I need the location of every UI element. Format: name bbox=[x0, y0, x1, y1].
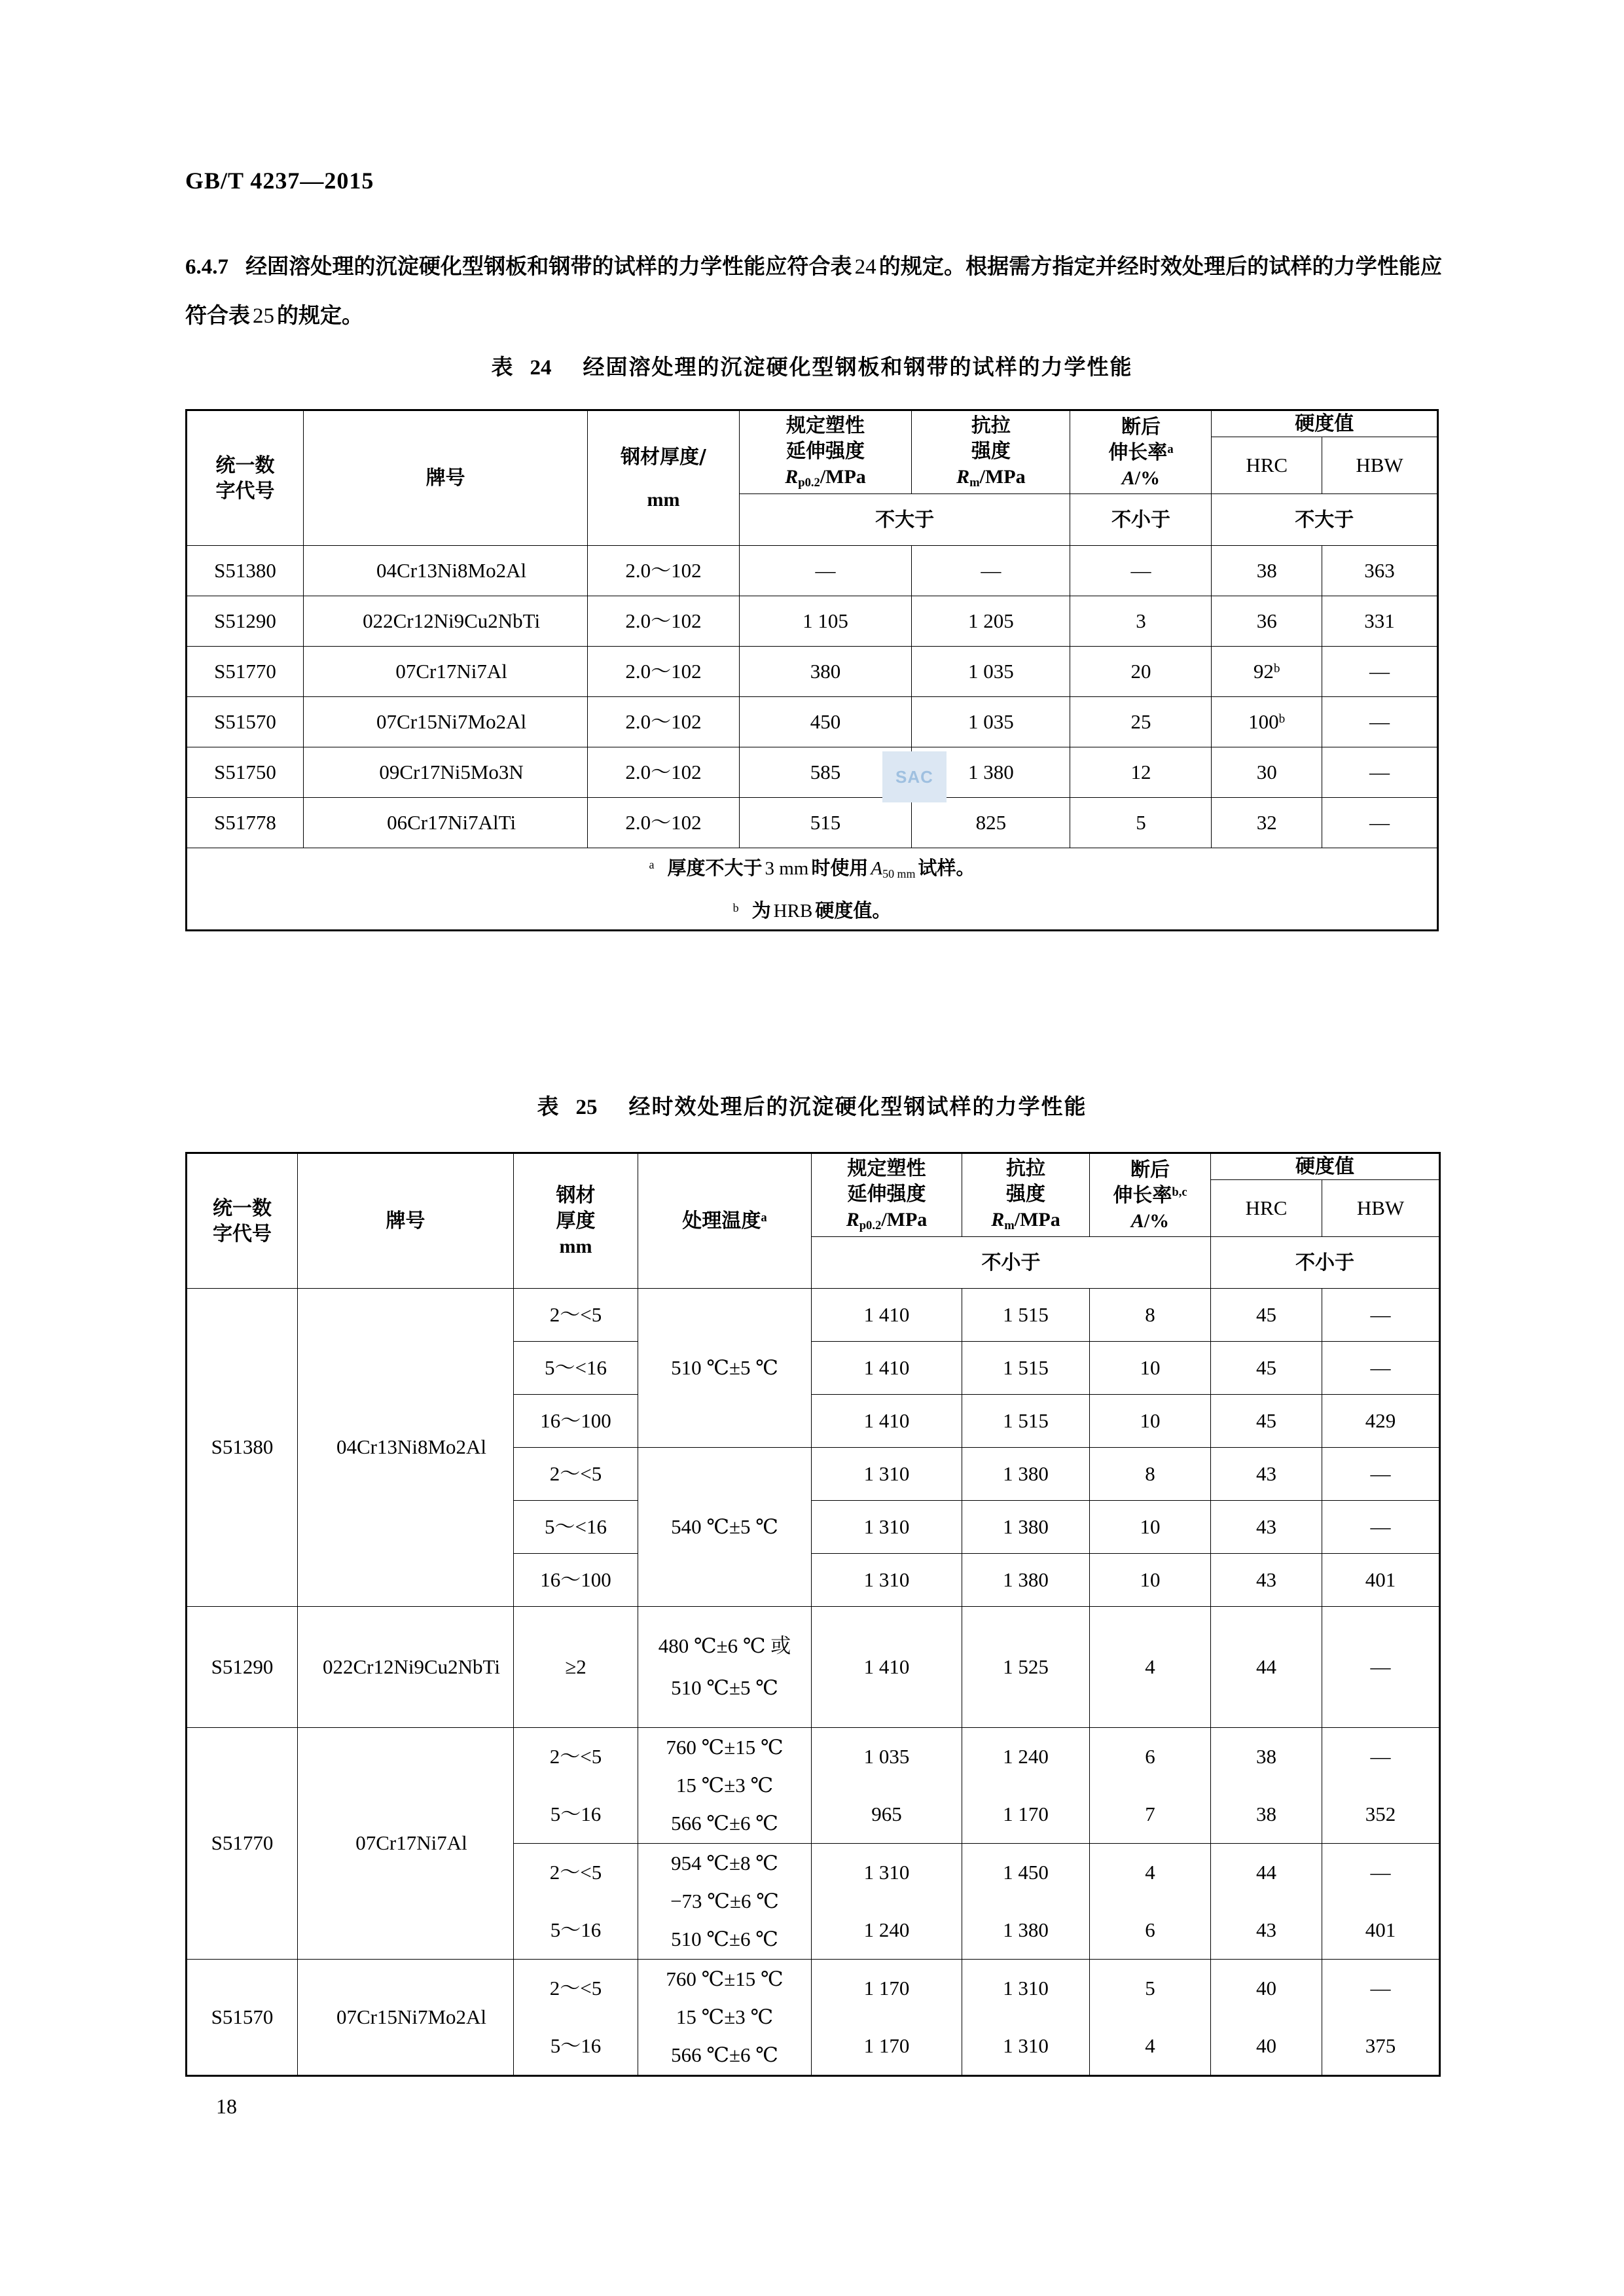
table25-cell-elongation: 8 bbox=[1090, 1289, 1211, 1342]
table24-cell-rp02: 1 105 bbox=[739, 596, 911, 647]
table25-cell-hbw: 401 bbox=[1322, 1901, 1440, 1960]
table24-cell-hrc: 38 bbox=[1212, 546, 1322, 596]
table25-th-temperature: 处理温度$^a$ bbox=[638, 1153, 812, 1289]
table25-th-hrc: HRC bbox=[1211, 1180, 1322, 1237]
table24-cell-thickness: 2.0～102 bbox=[588, 798, 740, 848]
sac-watermark: SAC bbox=[882, 751, 947, 802]
table25-cell-rm: 1 380 bbox=[962, 1901, 1090, 1960]
table25-cell-elongation: 10 bbox=[1090, 1342, 1211, 1395]
table24-th-code: 统一数 字代号 bbox=[187, 410, 304, 546]
table25-cell-rm: 1 310 bbox=[962, 2017, 1090, 2076]
table25-cell-temperature: 510 ℃±5 ℃ bbox=[638, 1289, 812, 1448]
clause-number: 6.4.7 bbox=[185, 255, 228, 279]
clause-line1-ref: 24 bbox=[854, 255, 876, 279]
table25-caption-number: 25 bbox=[575, 1096, 598, 1119]
clause-paragraph bbox=[185, 242, 1442, 340]
table24-cell-rp02: 380 bbox=[739, 647, 911, 697]
table25-cell-rm: 1 380 bbox=[962, 1554, 1090, 1607]
table25-cell-thickness: 5～<16 bbox=[514, 1342, 638, 1395]
table25-cell-rm: 1 310 bbox=[962, 1960, 1090, 2018]
table25-cell-elongation: 10 bbox=[1090, 1395, 1211, 1448]
table25-cell-hrc: 43 bbox=[1211, 1901, 1322, 1960]
table25-cell-grade: 022Cr12Ni9Cu2NbTi bbox=[298, 1607, 514, 1728]
clause-line2-ref: 25 bbox=[253, 304, 274, 328]
table25-cell-hrc: 38 bbox=[1211, 1785, 1322, 1844]
table25-cell-rp02: 1 170 bbox=[812, 1960, 962, 2018]
table25-caption-title: 经时效处理后的沉淀硬化型钢试样的力学性能 bbox=[628, 1094, 1087, 1119]
table25-cell-hrc: 40 bbox=[1211, 1960, 1322, 2018]
table25-cell-rp02: 1 410 bbox=[812, 1607, 962, 1728]
table25-cell-grade: 07Cr17Ni7Al bbox=[298, 1728, 514, 1960]
table25-cell-hbw: — bbox=[1322, 1289, 1440, 1342]
table24-footnotes-row bbox=[187, 848, 1438, 931]
table24-cell-code: S51380 bbox=[187, 546, 304, 596]
table-row bbox=[187, 1607, 1440, 1728]
table24-cell-code: S51778 bbox=[187, 798, 304, 848]
table25-cell-temperature: 540 ℃±5 ℃ bbox=[638, 1448, 812, 1607]
clause-line2-a: 经时效处理后的试样的力学性能应符合表 bbox=[185, 253, 1443, 328]
table25-cell-hrc: 45 bbox=[1211, 1342, 1322, 1395]
clause-line1-a: 经固溶处理的沉淀硬化型钢板和钢带的试样的力学性能应符合表 bbox=[245, 253, 852, 279]
table25-cell-hbw: — bbox=[1322, 1728, 1440, 1786]
table25-cell-rm: 1 525 bbox=[962, 1607, 1090, 1728]
table24-caption bbox=[185, 350, 1439, 381]
table25-cell-code: S51770 bbox=[187, 1728, 298, 1960]
table-row bbox=[187, 798, 1438, 848]
table24-th-hbw: HBW bbox=[1322, 437, 1437, 494]
table25-cell-elongation: 5 bbox=[1090, 1960, 1211, 2018]
table24-cell-hbw: 331 bbox=[1322, 596, 1437, 647]
table-row bbox=[187, 1960, 1440, 2018]
table25-cell-elongation: 8 bbox=[1090, 1448, 1211, 1501]
table24-th-grade: 牌号 bbox=[304, 410, 588, 546]
table24-cell-hrc: 100$^b$ bbox=[1212, 697, 1322, 747]
table25-cell-rp02: 1 410 bbox=[812, 1395, 962, 1448]
table25-cell-thickness: 2～<5 bbox=[514, 1289, 638, 1342]
table24-cell-code: S51570 bbox=[187, 697, 304, 747]
table24-header-row-1 bbox=[187, 410, 1438, 437]
table25-header-row-1 bbox=[187, 1153, 1440, 1180]
table25-cell-hbw: — bbox=[1322, 1607, 1440, 1728]
table24-cell-rm: 1 380 bbox=[912, 747, 1070, 798]
table-row bbox=[187, 1289, 1440, 1342]
table25-cell-temperature: 760 ℃±15 ℃ 15 ℃±3 ℃ 566 ℃±6 ℃ bbox=[638, 1960, 812, 2076]
table25-cell-rm: 1 515 bbox=[962, 1395, 1090, 1448]
table25-cell-hrc: 43 bbox=[1211, 1501, 1322, 1554]
table24-cell-elongation: — bbox=[1070, 546, 1212, 596]
table25-cell-rp02: 1 240 bbox=[812, 1901, 962, 1960]
table24-cell-hbw: — bbox=[1322, 798, 1437, 848]
table24-th-limit-strength: 不大于 bbox=[739, 494, 1070, 546]
table25-cell-hbw: — bbox=[1322, 1342, 1440, 1395]
table25-cell-thickness: 2～<5 bbox=[514, 1448, 638, 1501]
table25-cell-rm: 1 380 bbox=[962, 1448, 1090, 1501]
table25-th-hardness: 硬度值 bbox=[1211, 1153, 1440, 1180]
table25-cell-rp02: 1 035 bbox=[812, 1728, 962, 1786]
table25-cell-rm: 1 450 bbox=[962, 1844, 1090, 1902]
table-row bbox=[187, 546, 1438, 596]
table25-cell-thickness: 5～<16 bbox=[514, 1501, 638, 1554]
table25-cell-elongation: 10 bbox=[1090, 1554, 1211, 1607]
table24-cell-grade: 07Cr17Ni7Al bbox=[304, 647, 588, 697]
table-row bbox=[187, 596, 1438, 647]
table25-cell-hbw: 401 bbox=[1322, 1554, 1440, 1607]
table25-th-grade: 牌号 bbox=[298, 1153, 514, 1289]
table24-cell-grade: 07Cr15Ni7Mo2Al bbox=[304, 697, 588, 747]
table24-cell-rm: 1 035 bbox=[912, 647, 1070, 697]
table25-cell-hbw: 429 bbox=[1322, 1395, 1440, 1448]
table25-cell-hbw: — bbox=[1322, 1501, 1440, 1554]
table25-cell-elongation: 10 bbox=[1090, 1501, 1211, 1554]
table24-caption-number: 24 bbox=[530, 356, 552, 380]
table25-cell-temperature: 954 ℃±8 ℃ −73 ℃±6 ℃ 510 ℃±6 ℃ bbox=[638, 1844, 812, 1960]
table25-cell-thickness: 5～16 bbox=[514, 1901, 638, 1960]
table25-cell-thickness: 16～100 bbox=[514, 1554, 638, 1607]
table24-cell-hrc: 92$^b$ bbox=[1212, 647, 1322, 697]
table25-cell-hrc: 40 bbox=[1211, 2017, 1322, 2076]
table25-cell-rm: 1 515 bbox=[962, 1289, 1090, 1342]
table24-cell-hbw: — bbox=[1322, 697, 1437, 747]
table25-cell-rp02: 1 410 bbox=[812, 1342, 962, 1395]
table25-cell-code: S51380 bbox=[187, 1289, 298, 1607]
table25-cell-grade: 07Cr15Ni7Mo2Al bbox=[298, 1960, 514, 2076]
table24-cell-code: S51750 bbox=[187, 747, 304, 798]
table25-cell-rp02: 1 310 bbox=[812, 1844, 962, 1902]
table25-cell-rp02: 1 170 bbox=[812, 2017, 962, 2076]
table25-cell-code: S51570 bbox=[187, 1960, 298, 2076]
table24-cell-rp02: 515 bbox=[739, 798, 911, 848]
table25-cell-hrc: 44 bbox=[1211, 1844, 1322, 1902]
table25-cell-rp02: 965 bbox=[812, 1785, 962, 1844]
table24-cell-rm: 1 035 bbox=[912, 697, 1070, 747]
table25-cell-hrc: 45 bbox=[1211, 1289, 1322, 1342]
table24-cell-elongation: 25 bbox=[1070, 697, 1212, 747]
table24-cell-thickness: 2.0～102 bbox=[588, 647, 740, 697]
table25-cell-hbw: — bbox=[1322, 1448, 1440, 1501]
table25-caption bbox=[185, 1090, 1439, 1121]
footnote-b: $^b$ 为 HRB 硬度值。 bbox=[732, 899, 892, 922]
table25-cell-rp02: 1 310 bbox=[812, 1501, 962, 1554]
table25 bbox=[185, 1152, 1441, 2077]
table25-cell-hrc: 43 bbox=[1211, 1554, 1322, 1607]
table25-cell-hbw: 375 bbox=[1322, 2017, 1440, 2076]
table24-th-elongation: 断后 伸长率$^a$ A/% bbox=[1070, 410, 1212, 494]
table24-th-hrc: HRC bbox=[1212, 437, 1322, 494]
table24-cell-elongation: 5 bbox=[1070, 798, 1212, 848]
table24-cell-rp02: — bbox=[739, 546, 911, 596]
table24-cell-rp02: 450 bbox=[739, 697, 911, 747]
table-row bbox=[187, 747, 1438, 798]
table25-cell-elongation: 6 bbox=[1090, 1901, 1211, 1960]
footnote-a: $^a$ 厚度不大于 3 mm 时使用 $A_{50 mm}$ 试样。 bbox=[649, 857, 975, 881]
table25-cell-temperature: 760 ℃±15 ℃ 15 ℃±3 ℃ 566 ℃±6 ℃ bbox=[638, 1728, 812, 1844]
table24-cell-rm: — bbox=[912, 546, 1070, 596]
table24-cell-thickness: 2.0～102 bbox=[588, 546, 740, 596]
table25-cell-thickness: 16～100 bbox=[514, 1395, 638, 1448]
table24-cell-elongation: 12 bbox=[1070, 747, 1212, 798]
table25-cell-rm: 1 380 bbox=[962, 1501, 1090, 1554]
table25-cell-thickness: 2～<5 bbox=[514, 1844, 638, 1902]
table24-cell-hbw: — bbox=[1322, 747, 1437, 798]
table24-th-limit-elongation: 不小于 bbox=[1070, 494, 1212, 546]
table24-cell-hrc: 32 bbox=[1212, 798, 1322, 848]
table24-cell-hbw: — bbox=[1322, 647, 1437, 697]
table25-cell-hrc: 45 bbox=[1211, 1395, 1322, 1448]
table24-cell-elongation: 3 bbox=[1070, 596, 1212, 647]
table24-cell-grade: 022Cr12Ni9Cu2NbTi bbox=[304, 596, 588, 647]
table25-th-limit-strength: 不小于 bbox=[812, 1237, 1211, 1289]
table24-cell-thickness: 2.0～102 bbox=[588, 697, 740, 747]
table25-cell-temperature: 480 ℃±6 ℃ 或 510 ℃±5 ℃ bbox=[638, 1607, 812, 1728]
table25-cell-rm: 1 515 bbox=[962, 1342, 1090, 1395]
table24-cell-rp02: 585 bbox=[739, 747, 911, 798]
table25-cell-thickness: 2～<5 bbox=[514, 1728, 638, 1786]
table25-cell-thickness: 5～16 bbox=[514, 2017, 638, 2076]
table25-cell-hrc: 43 bbox=[1211, 1448, 1322, 1501]
table24-th-rm: 抗拉 强度 $R_m$/MPa bbox=[912, 410, 1070, 494]
table25-th-hbw: HBW bbox=[1322, 1180, 1440, 1237]
table24-th-hardness: 硬度值 bbox=[1212, 410, 1438, 437]
table25-cell-hrc: 44 bbox=[1211, 1607, 1322, 1728]
clause-line2-b: 的规定。 bbox=[277, 302, 363, 328]
table-row bbox=[187, 697, 1438, 747]
table25-cell-hbw: 352 bbox=[1322, 1785, 1440, 1844]
table25-cell-rm: 1 170 bbox=[962, 1785, 1090, 1844]
table24-cell-thickness: 2.0～102 bbox=[588, 747, 740, 798]
table25-cell-grade: 04Cr13Ni8Mo2Al bbox=[298, 1289, 514, 1607]
table25-cell-rp02: 1 310 bbox=[812, 1448, 962, 1501]
table25-th-rm: 抗拉 强度 $R_m$/MPa bbox=[962, 1153, 1090, 1237]
table25-cell-elongation: 4 bbox=[1090, 1844, 1211, 1902]
table25-cell-hbw: — bbox=[1322, 1844, 1440, 1902]
standard-header: GB/T 4237—2015 bbox=[185, 168, 374, 194]
table25-cell-rm: 1 240 bbox=[962, 1728, 1090, 1786]
table24-cell-rm: 825 bbox=[912, 798, 1070, 848]
table25-cell-code: S51290 bbox=[187, 1607, 298, 1728]
table24-cell-rm: 1 205 bbox=[912, 596, 1070, 647]
table24-cell-grade: 04Cr13Ni8Mo2Al bbox=[304, 546, 588, 596]
table25-cell-rp02: 1 410 bbox=[812, 1289, 962, 1342]
clause-line1-b: 的规定。根据需方指定并 bbox=[878, 253, 1117, 279]
table25-th-thickness: 钢材 厚度 mm bbox=[514, 1153, 638, 1289]
table24-cell-grade: 09Cr17Ni5Mo3N bbox=[304, 747, 588, 798]
page-number: 18 bbox=[216, 2094, 237, 2118]
table25-cell-elongation: 4 bbox=[1090, 2017, 1211, 2076]
table24-cell-hbw: 363 bbox=[1322, 546, 1437, 596]
table24 bbox=[185, 409, 1439, 931]
table-row bbox=[187, 1728, 1440, 1786]
table25-th-rp02: 规定塑性 延伸强度 $R_{p0.2}$/MPa bbox=[812, 1153, 962, 1237]
table24-cell-hrc: 30 bbox=[1212, 747, 1322, 798]
table-row bbox=[187, 647, 1438, 697]
table25-th-elongation: 断后 伸长率$^{b,c}$ A/% bbox=[1090, 1153, 1211, 1237]
table25-cell-elongation: 6 bbox=[1090, 1728, 1211, 1786]
table24-cell-code: S51770 bbox=[187, 647, 304, 697]
table24-th-limit-hardness: 不大于 bbox=[1212, 494, 1438, 546]
table25-cell-rp02: 1 310 bbox=[812, 1554, 962, 1607]
table25-cell-elongation: 7 bbox=[1090, 1785, 1211, 1844]
table25-cell-thickness: 2～<5 bbox=[514, 1960, 638, 2018]
table25-cell-elongation: 4 bbox=[1090, 1607, 1211, 1728]
table24-cell-elongation: 20 bbox=[1070, 647, 1212, 697]
table25-cell-thickness: 5～16 bbox=[514, 1785, 638, 1844]
table24-th-thickness: 钢材厚度/ mm bbox=[588, 410, 740, 546]
table24-cell-grade: 06Cr17Ni7AlTi bbox=[304, 798, 588, 848]
table25-cell-hbw: — bbox=[1322, 1960, 1440, 2018]
table24-cell-code: S51290 bbox=[187, 596, 304, 647]
table24-cell-hrc: 36 bbox=[1212, 596, 1322, 647]
table24-caption-label: 表 bbox=[491, 354, 514, 380]
table24-cell-thickness: 2.0～102 bbox=[588, 596, 740, 647]
table25-caption-label: 表 bbox=[537, 1094, 560, 1119]
table25-cell-thickness: ≥2 bbox=[514, 1607, 638, 1728]
table25-cell-hrc: 38 bbox=[1211, 1728, 1322, 1786]
table24-caption-title: 经固溶处理的沉淀硬化型钢板和钢带的试样的力学性能 bbox=[583, 354, 1133, 380]
table25-th-limit-hardness: 不小于 bbox=[1211, 1237, 1440, 1289]
table25-th-code: 统一数 字代号 bbox=[187, 1153, 298, 1289]
table24-th-rp02: 规定塑性 延伸强度 $R_{p0.2}$/MPa bbox=[739, 410, 911, 494]
table24-footnotes bbox=[187, 848, 1438, 931]
